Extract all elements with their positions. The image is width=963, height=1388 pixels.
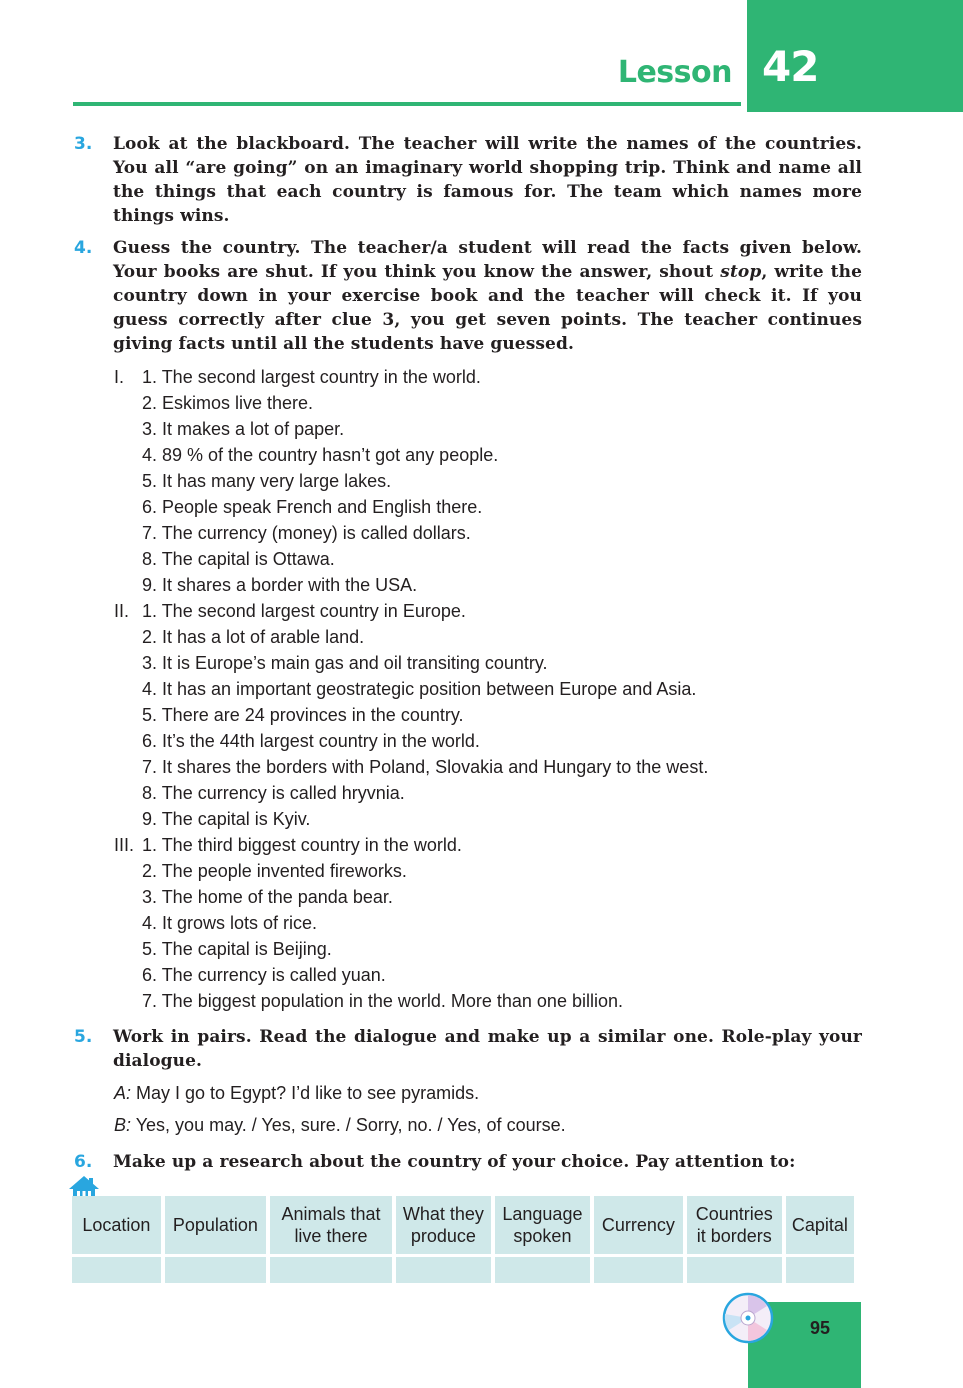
clue-row: [114, 494, 814, 520]
task-5: [74, 1025, 862, 1073]
header-line: Countries: [695, 1204, 773, 1224]
table-header-cell: [687, 1196, 782, 1254]
clue-item: 7. The biggest population in the world. More than one billion.: [142, 991, 623, 1011]
instruction-part: , write the country down in your exercise book and the teacher will check it. If you guess correctly after clue 3, you get seven points. The teacher continues giving facts until all the students have guessed.: [113, 262, 862, 354]
clue-item: 1. The second largest country in the world.: [142, 367, 481, 387]
instruction-part: Guess the country. The teacher/a student will read the facts given below. Your books are shut. If you think you know the answer, shout: [113, 238, 862, 282]
clue-row: [114, 650, 814, 676]
research-table: [68, 1193, 858, 1286]
clue-item: 6. The currency is called yuan.: [142, 965, 386, 985]
clue-row: [114, 702, 814, 728]
header-line: Currency: [601, 1215, 675, 1235]
clue-item: 8. The capital is Ottawa.: [142, 549, 335, 569]
clue-item: 3. It is Europe’s main gas and oil transiting country.: [142, 653, 548, 673]
clue-row: [114, 520, 814, 546]
dialogue-line-a: [114, 1081, 479, 1105]
clue-row: [114, 364, 814, 390]
task-6: [74, 1150, 862, 1174]
table-cell: [495, 1257, 590, 1283]
dialogue-text: Yes, you may. / Yes, sure. / Sorry, no. / Yes, of course.: [131, 1115, 566, 1135]
clue-row: [114, 416, 814, 442]
clue-item: 4. It grows lots of rice.: [142, 913, 318, 933]
header-line: produce: [410, 1226, 476, 1246]
clue-item: 1. The second largest country in Europe.: [142, 601, 466, 621]
dialogue-line-b: [114, 1113, 566, 1137]
clue-row: [114, 676, 814, 702]
task-instruction: Work in pairs. Read the dialogue and make up a similar one. Role-play your dialogue.: [113, 1027, 862, 1071]
clue-list: [114, 364, 814, 1014]
table-header-cell: [786, 1196, 854, 1254]
clue-row: [114, 806, 814, 832]
clue-item: 3. The home of the panda bear.: [142, 887, 393, 907]
header-line: Location: [82, 1215, 151, 1235]
table-header-cell: [72, 1196, 161, 1254]
clue-row: [114, 390, 814, 416]
clue-item: 2. The people invented fireworks.: [142, 861, 407, 881]
header-line: What they: [402, 1204, 484, 1224]
table-blank-row: [72, 1257, 854, 1283]
table-header-cell: [396, 1196, 491, 1254]
clue-row: [114, 858, 814, 884]
clue-item: 3. It makes a lot of paper.: [142, 419, 345, 439]
clue-row: [114, 546, 814, 572]
clue-row: [114, 936, 814, 962]
header-line: Population: [172, 1215, 258, 1235]
header-line: Animals that: [281, 1204, 381, 1224]
clue-row: [114, 754, 814, 780]
clue-item: 8. The currency is called hryvnia.: [142, 783, 405, 803]
header-line: it borders: [696, 1226, 772, 1246]
clue-item: 5. It has many very large lakes.: [142, 471, 392, 491]
clue-item: 6. People speak French and English there.: [142, 497, 483, 517]
clue-row: [114, 728, 814, 754]
clue-row: [114, 910, 814, 936]
table-header-cell: [495, 1196, 590, 1254]
clue-row: [114, 598, 814, 624]
table-cell: [396, 1257, 491, 1283]
clue-item: 1. The third biggest country in the world.: [142, 835, 462, 855]
task-4: [74, 236, 862, 356]
lesson-number: 42: [762, 42, 819, 91]
table-cell: [72, 1257, 161, 1283]
group-numeral: I.: [114, 367, 125, 387]
task-instruction: Look at the blackboard. The teacher will write the names of the countries. You all “are going” on an imaginary world shopping trip. Think and name all the things that each country is famous for. The team which names more things wins.: [113, 134, 862, 226]
clue-item: 9. The capital is Kyiv.: [142, 809, 311, 829]
header-divider: [73, 102, 741, 106]
header-line: spoken: [513, 1226, 572, 1246]
table-cell: [165, 1257, 266, 1283]
clue-row: [114, 962, 814, 988]
speaker-label: A:: [114, 1083, 132, 1103]
speaker-label: B:: [114, 1115, 132, 1135]
clue-item: 5. There are 24 provinces in the country.: [142, 705, 464, 725]
task-3: [74, 132, 862, 228]
clue-row: [114, 468, 814, 494]
clue-item: 9. It shares a border with the USA.: [142, 575, 418, 595]
task-number: 4.: [74, 238, 93, 258]
table-header-cell: [594, 1196, 683, 1254]
page-number: 95: [809, 1318, 831, 1338]
table-cell: [270, 1257, 392, 1283]
clue-item: 7. The currency (money) is called dollars.: [142, 523, 471, 543]
clue-row: [114, 780, 814, 806]
task-instruction: [113, 236, 862, 356]
lesson-title: Lesson: [617, 55, 732, 90]
table-header-row: [72, 1196, 854, 1254]
header-line: Language: [502, 1204, 583, 1224]
task-number: 5.: [74, 1027, 93, 1047]
clue-row: [114, 988, 814, 1014]
dialogue-text: May I go to Egypt? I’d like to see pyramids.: [131, 1083, 480, 1103]
table-cell: [687, 1257, 782, 1283]
clue-row: [114, 442, 814, 468]
header-line: live there: [294, 1226, 368, 1246]
clue-item: 4. 89 % of the country hasn’t got any people.: [142, 445, 499, 465]
table-header-cell: [165, 1196, 266, 1254]
task-number: 6.: [74, 1152, 93, 1172]
clue-item: 7. It shares the borders with Poland, Slovakia and Hungary to the west.: [142, 757, 709, 777]
clue-item: 5. The capital is Beijing.: [142, 939, 332, 959]
clue-item: 4. It has an important geostrategic position between Europe and Asia.: [142, 679, 697, 699]
table-header-cell: [270, 1196, 392, 1254]
cd-icon: [722, 1292, 774, 1344]
clue-row: [114, 624, 814, 650]
header-line: Capital: [791, 1215, 848, 1235]
clue-row: [114, 884, 814, 910]
table-cell: [594, 1257, 683, 1283]
clue-item: 6. It’s the 44th largest country in the world.: [142, 731, 480, 751]
clue-item: 2. Eskimos live there.: [142, 393, 314, 413]
task-number: 3.: [74, 134, 93, 154]
instruction-keyword: stop: [720, 262, 762, 282]
clue-row: [114, 572, 814, 598]
clue-row: [114, 832, 814, 858]
clue-item: 2. It has a lot of arable land.: [142, 627, 365, 647]
group-numeral: III.: [114, 835, 135, 855]
task-instruction: Make up a research about the country of your choice. Pay attention to:: [113, 1152, 796, 1172]
table-cell: [786, 1257, 854, 1283]
group-numeral: II.: [114, 601, 130, 621]
